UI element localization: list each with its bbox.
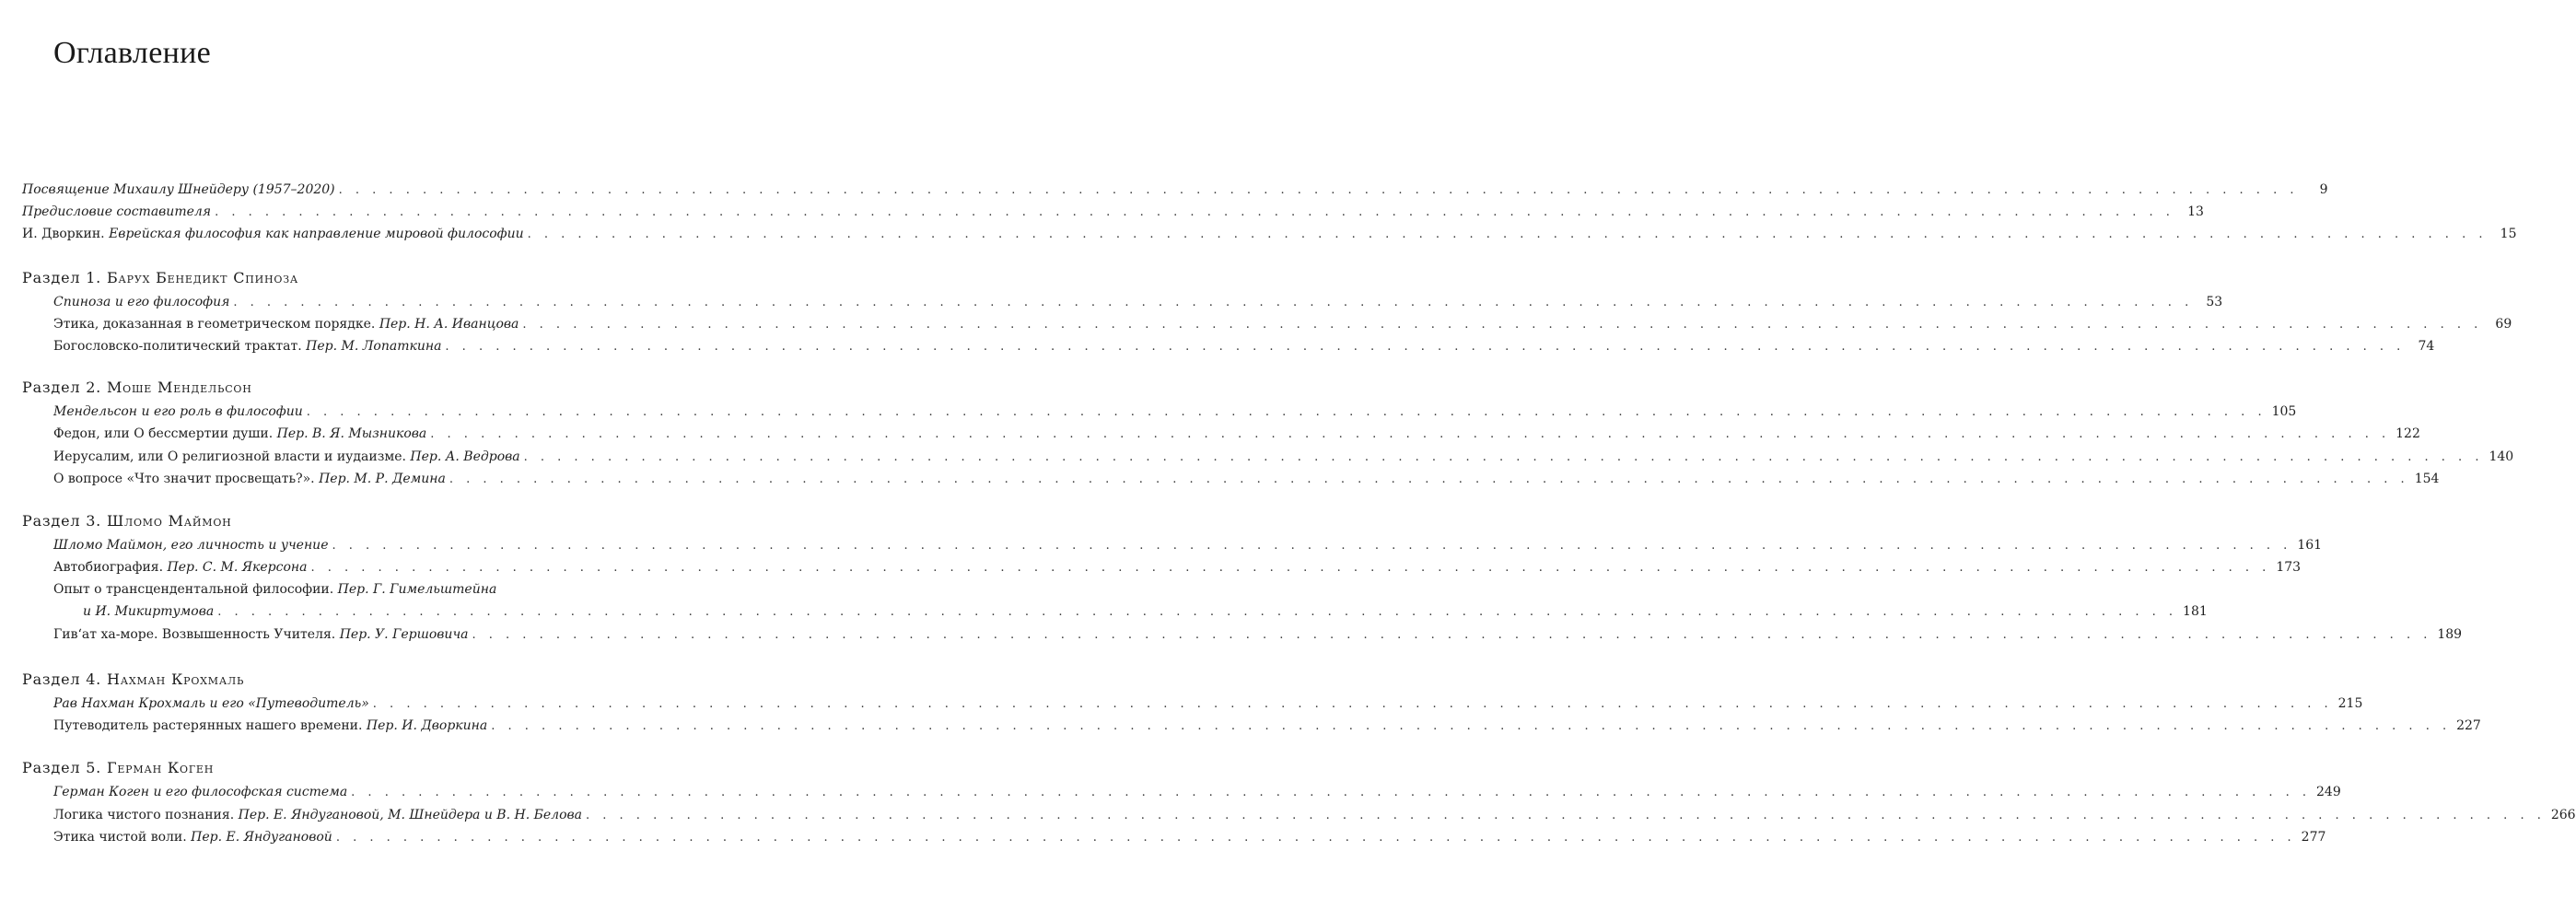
dot-leader (586, 806, 2546, 826)
entry-translator: Пер. Е. Яндугановой, М. Шнейдера и В. Н. Белова (238, 808, 583, 822)
toc-entry[interactable] (53, 402, 2297, 422)
entry-work: Путеводитель растерянных нашего времени. (53, 718, 367, 733)
toc-entry[interactable] (22, 180, 2328, 200)
page-number: 266 (2550, 808, 2576, 822)
section-name: Шломо Маймон (106, 512, 232, 530)
page-number: 161 (2297, 538, 2323, 553)
entry-title (53, 314, 519, 334)
entry-work: Иерусалим, или О религиозной власти и иудаизме. (53, 449, 411, 464)
entry-translator: Пер. С. М. Якерсона (167, 560, 308, 575)
page-number: 9 (2319, 182, 2328, 197)
page-number: 215 (2337, 696, 2363, 711)
dot-leader (522, 315, 2482, 335)
page-number: 173 (2276, 560, 2302, 575)
entry-work: Федон, или О бессмертии души. (53, 426, 277, 441)
toc-entry[interactable] (53, 447, 2514, 467)
entry-work: О вопросе «Что значит просвещать?». (53, 472, 320, 486)
entry-title (53, 557, 307, 577)
entry-work: Логика чистого познания. (53, 808, 239, 822)
dot-leader (524, 448, 2484, 468)
page-number: 74 (2418, 339, 2435, 354)
entry-translator: Пер. Е. Яндугановой (191, 830, 332, 845)
entry-title: Герман Коген и его философская система (53, 785, 348, 799)
entry-title: Предисловие составителя (22, 204, 212, 219)
toc-entry[interactable] (53, 782, 2341, 802)
page-number: 53 (2206, 295, 2223, 309)
toc-entry[interactable] (53, 424, 2420, 444)
page-number: 189 (2437, 627, 2463, 642)
dot-leader (351, 783, 2311, 803)
entry-translator: Пер. М. Р. Демина (319, 472, 446, 486)
toc-entry[interactable] (53, 827, 2326, 847)
toc-entry[interactable] (22, 202, 2204, 222)
section-heading (22, 511, 232, 531)
page-number: 69 (2495, 317, 2512, 332)
entry-title (53, 624, 469, 645)
section-name: Герман Коген (106, 759, 215, 776)
entry-title: Посвящение Михаилу Шнейдеру (1957–2020) (22, 182, 335, 197)
section-heading (22, 670, 244, 690)
dot-leader (528, 225, 2488, 245)
section-label: Раздел 5. (22, 759, 107, 776)
dot-leader (336, 828, 2296, 848)
entry-continuation: и И. Микиртумова (83, 604, 215, 619)
page-number: 105 (2271, 404, 2297, 419)
dot-leader (430, 425, 2390, 445)
toc-entry[interactable] (53, 292, 2223, 312)
entry-work: Автобиография. (53, 560, 168, 575)
page-number: 122 (2395, 426, 2420, 441)
entry-work: Этика, доказанная в геометрическом порядке. (53, 317, 379, 332)
toc-entry[interactable] (53, 694, 2363, 714)
entry-work: Этика чистой воли. (53, 830, 192, 845)
section-name: Нахман Крохмаль (106, 670, 245, 688)
entry-title (53, 805, 582, 825)
toc-entry[interactable] (53, 716, 2481, 736)
toc-entry[interactable] (53, 557, 2302, 577)
dot-leader (310, 558, 2270, 578)
dot-leader (445, 337, 2405, 357)
section-heading (22, 758, 214, 778)
dot-leader (472, 625, 2432, 646)
page-number: 227 (2456, 718, 2481, 733)
page-number: 249 (2316, 785, 2341, 799)
section-name: Моше Мендельсон (106, 379, 252, 396)
page-number: 181 (2183, 604, 2208, 619)
section-heading (22, 268, 298, 288)
toc-entry-continuation[interactable] (83, 601, 2208, 622)
entry-work: Еврейская философия как направление мировой философии (109, 227, 524, 241)
entry-title (53, 424, 426, 444)
entry-translator: Пер. А. Ведрова (410, 449, 520, 464)
entry-title (53, 336, 441, 356)
dot-leader (215, 203, 2174, 223)
toc-entry-first-line[interactable] (53, 579, 496, 600)
entry-author: И. Дворкин. (22, 227, 110, 241)
section-label: Раздел 1. (22, 269, 107, 286)
entry-title: Рав Нахман Крохмаль и его «Путеводитель» (53, 696, 369, 711)
entry-title: Мендельсон и его роль в философии (53, 404, 303, 419)
section-label: Раздел 4. (22, 670, 107, 688)
dot-leader (373, 694, 2333, 715)
entry-work: Гив‘ат ха-море. Возвышенность Учителя. (53, 627, 340, 642)
dot-leader (233, 293, 2193, 313)
entry-title: Шломо Маймон, его личность и учение (53, 538, 329, 553)
toc-entry[interactable] (53, 314, 2512, 334)
entry-translator: Пер. Н. А. Иванцова (379, 317, 519, 332)
dot-leader (217, 602, 2177, 623)
page-number: 15 (2500, 227, 2517, 241)
toc-entry[interactable] (53, 336, 2435, 356)
entry-translator: Пер. В. Я. Мызникова (276, 426, 427, 441)
dot-leader (449, 470, 2409, 490)
entry-translator: Пер. И. Дворкина (366, 718, 488, 733)
entry-work: Опыт о трансцендентальной философии. (53, 582, 338, 597)
section-name: Барух Бенедикт Спиноза (106, 269, 299, 286)
page-title: Оглавление (53, 36, 211, 70)
entry-translator: Пер. Г. Гимельштейна (337, 582, 497, 597)
entry-title (53, 469, 446, 489)
entry-work: Богословско-политический трактат. (53, 339, 307, 354)
toc-entry[interactable] (53, 469, 2440, 489)
dot-leader (307, 402, 2267, 423)
toc-entry[interactable] (22, 224, 2517, 244)
page-number: 277 (2301, 830, 2326, 845)
page-number: 13 (2187, 204, 2204, 219)
entry-translator: Пер. М. Лопаткина (306, 339, 442, 354)
entry-title (53, 716, 487, 736)
dot-leader (332, 536, 2291, 556)
entry-title (53, 827, 332, 847)
toc-entry[interactable] (53, 805, 2576, 825)
section-label: Раздел 2. (22, 379, 107, 396)
entry-translator: Пер. У. Гершовича (339, 627, 469, 642)
page-number: 154 (2414, 472, 2440, 486)
section-heading (22, 378, 252, 398)
dot-leader (339, 181, 2299, 201)
toc-entry[interactable] (53, 624, 2463, 645)
entry-title (22, 224, 524, 244)
dot-leader (491, 717, 2451, 737)
toc-entry[interactable] (53, 535, 2323, 555)
entry-title: Спиноза и его философия (53, 295, 230, 309)
section-label: Раздел 3. (22, 512, 107, 530)
entry-title (53, 447, 520, 467)
page-number: 140 (2489, 449, 2514, 464)
